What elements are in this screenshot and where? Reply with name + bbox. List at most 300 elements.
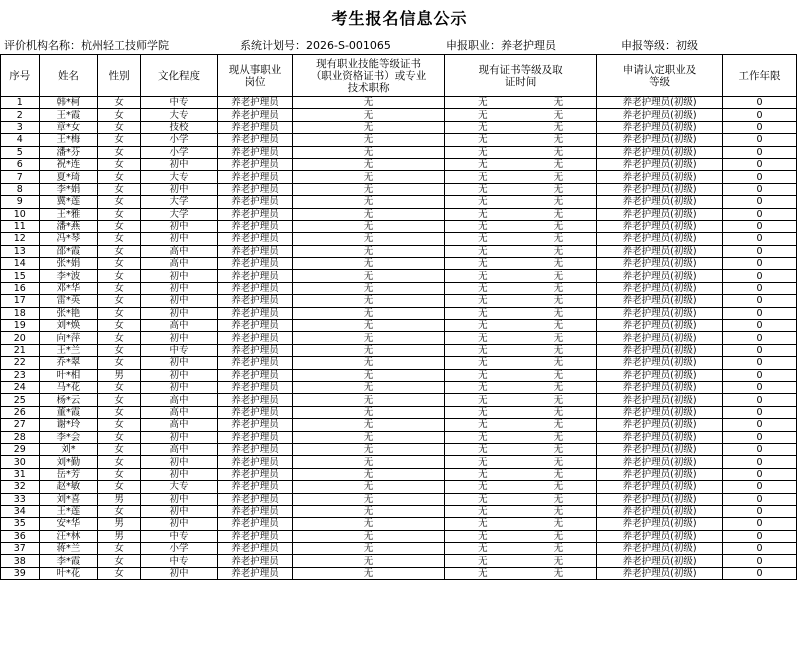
cert-level-time-pair [445,419,596,430]
cell-seq: 38 [1,555,40,567]
cell-cert-level-time [445,158,597,170]
cell-education: 小学 [140,134,217,146]
cell-education: 初中 [140,493,217,505]
cell-years: 0 [722,493,796,505]
cell-gender: 女 [98,406,141,418]
cell-education: 高中 [140,406,217,418]
occupation: 申报职业：养老护理员 [446,39,556,52]
cell-cert-time: 无 [553,109,564,121]
cell-years: 0 [722,320,796,332]
cell-job: 养老护理员 [217,394,292,406]
cell-years: 0 [722,134,796,146]
cell-seq: 28 [1,431,40,443]
cell-education: 高中 [140,320,217,332]
cell-cert-time: 无 [553,258,564,270]
header-certificate-level: 现有证书等级及取证时间 [445,55,597,97]
cell-name: 向*萍 [39,332,98,344]
cert-level-time-pair [445,308,596,319]
cell-cert-level: 无 [478,518,488,530]
cell-cert-level-time [445,555,597,567]
cell-job: 养老护理员 [217,468,292,480]
table-row [1,245,797,257]
cell-gender: 女 [98,419,141,431]
cell-cert-level: 无 [478,394,488,406]
cell-apply: 养老护理员(初级) [597,567,723,579]
cell-apply: 养老护理员(初级) [597,381,723,393]
cell-certificate: 无 [293,196,445,208]
cell-education: 初中 [140,295,217,307]
cell-cert-level-time [445,518,597,530]
cell-apply: 养老护理员(初级) [597,555,723,567]
cell-cert-level: 无 [478,481,488,493]
cell-job: 养老护理员 [217,493,292,505]
cell-seq: 11 [1,220,40,232]
cell-cert-level: 无 [478,270,488,282]
cell-name: 王*兰 [39,344,98,356]
cell-education: 初中 [140,456,217,468]
cell-years: 0 [722,505,796,517]
cell-cert-level-time [445,530,597,542]
cell-job: 养老护理员 [217,369,292,381]
cell-apply: 养老护理员(初级) [597,183,723,195]
cell-seq: 17 [1,295,40,307]
cell-cert-time: 无 [553,159,564,171]
cell-education: 初中 [140,332,217,344]
cell-apply: 养老护理员(初级) [597,344,723,356]
cell-gender: 女 [98,258,141,270]
cell-cert-level-time [445,394,597,406]
cell-cert-level: 无 [478,345,488,356]
cell-gender: 女 [98,208,141,220]
cell-name: 刘* [39,443,98,455]
plan-number: 系统计划号：2026-S-001065 [240,39,391,52]
cell-education: 大专 [140,171,217,183]
cert-level-time-pair [445,295,596,306]
cell-certificate: 无 [293,134,445,146]
cell-name: 潘*燕 [39,220,98,232]
cell-cert-time: 无 [553,431,564,443]
cell-job: 养老护理员 [217,320,292,332]
cell-years: 0 [722,332,796,344]
table-body [1,97,797,580]
cell-gender: 女 [98,505,141,517]
cell-apply: 养老护理员(初级) [597,530,723,542]
table-row [1,158,797,170]
cell-name: 夏*琦 [39,171,98,183]
cell-cert-time: 无 [553,394,564,406]
cell-gender: 女 [98,171,141,183]
cell-certificate: 无 [293,443,445,455]
cell-apply: 养老护理员(初级) [597,394,723,406]
cell-seq: 22 [1,357,40,369]
cell-apply: 养老护理员(初级) [597,97,723,109]
cell-seq: 35 [1,518,40,530]
table-row [1,196,797,208]
cert-level-time-pair [445,258,596,269]
cell-cert-level-time [445,270,597,282]
cell-gender: 男 [98,493,141,505]
cell-job: 养老护理员 [217,109,292,121]
cell-certificate: 无 [293,258,445,270]
cell-cert-level-time [445,381,597,393]
cell-cert-time: 无 [553,530,564,542]
cell-seq: 5 [1,146,40,158]
cell-certificate: 无 [293,555,445,567]
cell-apply: 养老护理员(初级) [597,443,723,455]
cell-cert-level: 无 [478,419,488,431]
cell-seq: 21 [1,344,40,356]
cell-gender: 女 [98,468,141,480]
cell-seq: 33 [1,493,40,505]
cell-seq: 12 [1,233,40,245]
cell-gender: 男 [98,530,141,542]
cell-cert-level: 无 [478,506,488,518]
cell-job: 养老护理员 [217,530,292,542]
cell-gender: 女 [98,332,141,344]
cell-cert-level-time [445,567,597,579]
cell-apply: 养老护理员(初级) [597,406,723,418]
cert-level-time-pair [445,556,596,567]
cell-cert-level-time [445,220,597,232]
cell-gender: 女 [98,109,141,121]
cell-cert-level-time [445,406,597,418]
cell-seq: 2 [1,109,40,121]
cell-education: 大专 [140,481,217,493]
cell-gender: 女 [98,320,141,332]
cell-name: 岳*芳 [39,468,98,480]
table-row [1,270,797,282]
cell-cert-level: 无 [478,468,488,480]
cell-certificate: 无 [293,183,445,195]
cell-gender: 女 [98,357,141,369]
cell-gender: 女 [98,158,141,170]
cell-name: 祝*连 [39,158,98,170]
cert-level-time-pair [445,97,596,108]
cell-cert-level: 无 [478,233,488,245]
cell-seq: 31 [1,468,40,480]
table-row [1,109,797,121]
cell-years: 0 [722,456,796,468]
cell-cert-level-time [445,456,597,468]
cell-gender: 女 [98,394,141,406]
table-row [1,220,797,232]
cell-cert-level: 无 [478,444,488,456]
cell-cert-level-time [445,258,597,270]
cell-apply: 养老护理员(初级) [597,282,723,294]
cell-seq: 26 [1,406,40,418]
cell-cert-time: 无 [553,369,564,381]
cell-certificate: 无 [293,394,445,406]
table-row [1,344,797,356]
cell-certificate: 无 [293,505,445,517]
cert-level-time-pair [445,159,596,170]
cell-gender: 女 [98,196,141,208]
table-row [1,307,797,319]
cell-name: 韩*柯 [39,97,98,109]
cell-apply: 养老护理员(初级) [597,332,723,344]
cell-cert-level: 无 [478,431,488,443]
cell-years: 0 [722,245,796,257]
cell-cert-time: 无 [553,134,564,146]
cell-name: 张*艳 [39,307,98,319]
cert-level-time-pair [445,444,596,455]
cell-years: 0 [722,530,796,542]
cell-cert-time: 无 [553,555,564,567]
cell-years: 0 [722,307,796,319]
cell-seq: 18 [1,307,40,319]
cell-years: 0 [722,394,796,406]
table-row [1,481,797,493]
table-row [1,282,797,294]
cert-level-time-pair [445,382,596,393]
cell-apply: 养老护理员(初级) [597,419,723,431]
cell-seq: 7 [1,171,40,183]
cell-seq: 23 [1,369,40,381]
cert-level-time-pair [445,457,596,468]
cell-cert-level-time [445,543,597,555]
cell-cert-level: 无 [478,493,488,505]
cell-years: 0 [722,158,796,170]
cell-name: 叶*花 [39,567,98,579]
cell-job: 养老护理员 [217,158,292,170]
cell-seq: 25 [1,394,40,406]
cell-cert-time: 无 [553,543,564,555]
cell-cert-time: 无 [553,97,564,109]
cell-apply: 养老护理员(初级) [597,295,723,307]
cert-level-time-pair [445,568,596,579]
cert-level-time-pair [445,531,596,542]
cell-cert-level-time [445,443,597,455]
cell-gender: 女 [98,97,141,109]
cell-job: 养老护理员 [217,307,292,319]
page-title: 考生报名信息公示 [331,9,468,28]
header-gender: 性别 [98,55,141,97]
cell-job: 养老护理员 [217,505,292,517]
candidate-table [0,54,797,580]
cert-level-time-pair [445,184,596,195]
cell-job: 养老护理员 [217,518,292,530]
cell-name: 刘*焕 [39,320,98,332]
cell-seq: 3 [1,121,40,133]
cell-cert-level: 无 [478,97,488,109]
cell-certificate: 无 [293,381,445,393]
cell-years: 0 [722,555,796,567]
cert-level-time-pair [445,221,596,232]
table-row [1,419,797,431]
table-row [1,208,797,220]
cell-gender: 女 [98,121,141,133]
cell-years: 0 [722,171,796,183]
cell-cert-level: 无 [478,332,488,344]
cell-education: 中专 [140,530,217,542]
cell-cert-time: 无 [553,146,564,158]
table-row [1,381,797,393]
cell-cert-level-time [445,493,597,505]
header-years: 工作年限 [722,55,796,97]
cell-cert-time: 无 [553,345,564,356]
cert-level-time-pair [445,407,596,418]
cell-apply: 养老护理员(初级) [597,134,723,146]
cell-job: 养老护理员 [217,97,292,109]
cell-name: 王*霞 [39,109,98,121]
cell-apply: 养老护理员(初级) [597,245,723,257]
cell-job: 养老护理员 [217,183,292,195]
cell-apply: 养老护理员(初级) [597,220,723,232]
cell-seq: 10 [1,208,40,220]
cell-seq: 4 [1,134,40,146]
cell-job: 养老护理员 [217,344,292,356]
table-row [1,320,797,332]
cell-certificate: 无 [293,307,445,319]
cell-cert-time: 无 [553,270,564,282]
cell-job: 养老护理员 [217,567,292,579]
cell-cert-time: 无 [553,518,564,530]
cell-cert-time: 无 [553,183,564,195]
cell-name: 安*华 [39,518,98,530]
table-row [1,555,797,567]
cell-seq: 13 [1,245,40,257]
cell-seq: 24 [1,381,40,393]
cell-cert-time: 无 [553,245,564,257]
cell-job: 养老护理员 [217,419,292,431]
cell-cert-level: 无 [478,357,488,369]
cell-cert-level-time [445,332,597,344]
cell-cert-time: 无 [553,121,564,133]
cell-cert-level: 无 [478,245,488,257]
table-row [1,183,797,195]
cell-years: 0 [722,196,796,208]
cert-level-time-pair [445,283,596,294]
cell-seq: 36 [1,530,40,542]
cell-certificate: 无 [293,208,445,220]
info-line [0,37,799,53]
cell-education: 初中 [140,270,217,282]
cell-gender: 女 [98,381,141,393]
cell-job: 养老护理员 [217,431,292,443]
cell-name: 杨*云 [39,394,98,406]
cell-cert-time: 无 [553,419,564,431]
cell-cert-level: 无 [478,146,488,158]
cell-name: 蒋*兰 [39,543,98,555]
cell-name: 雷*英 [39,295,98,307]
cell-apply: 养老护理员(初级) [597,493,723,505]
cell-job: 养老护理员 [217,481,292,493]
cell-gender: 女 [98,146,141,158]
cell-apply: 养老护理员(初级) [597,258,723,270]
cell-gender: 女 [98,431,141,443]
cell-years: 0 [722,419,796,431]
cert-level-time-pair [445,233,596,244]
cell-certificate: 无 [293,270,445,282]
cell-cert-level: 无 [478,109,488,121]
cell-cert-time: 无 [553,171,564,183]
cell-years: 0 [722,406,796,418]
cell-name: 冀*莲 [39,196,98,208]
cell-apply: 养老护理员(初级) [597,456,723,468]
cell-cert-time: 无 [553,481,564,493]
cell-cert-level-time [445,369,597,381]
cell-gender: 男 [98,518,141,530]
cell-cert-time: 无 [553,406,564,418]
header-seq: 序号 [1,55,40,97]
table-row [1,295,797,307]
cell-gender: 女 [98,344,141,356]
cell-cert-level: 无 [478,382,488,394]
cell-job: 养老护理员 [217,443,292,455]
cert-level-time-pair [445,122,596,133]
cell-apply: 养老护理员(初级) [597,121,723,133]
cell-gender: 女 [98,245,141,257]
cell-education: 初中 [140,158,217,170]
cell-gender: 女 [98,295,141,307]
cell-gender: 女 [98,220,141,232]
table-row [1,505,797,517]
cell-apply: 养老护理员(初级) [597,431,723,443]
cell-education: 初中 [140,505,217,517]
cell-cert-time: 无 [553,221,564,233]
cell-certificate: 无 [293,109,445,121]
cert-level-time-pair [445,469,596,480]
cell-cert-time: 无 [553,320,564,332]
cert-level-time-pair [445,506,596,517]
cell-name: 王*雅 [39,208,98,220]
cell-seq: 34 [1,505,40,517]
cell-apply: 养老护理员(初级) [597,307,723,319]
cell-cert-level: 无 [478,134,488,146]
cell-cert-level: 无 [478,406,488,418]
cell-gender: 女 [98,543,141,555]
cell-years: 0 [722,270,796,282]
cell-cert-level-time [445,307,597,319]
cell-cert-level: 无 [478,307,488,319]
table-row [1,97,797,109]
cell-certificate: 无 [293,530,445,542]
cell-certificate: 无 [293,369,445,381]
cell-job: 养老护理员 [217,406,292,418]
cell-name: 叶*相 [39,369,98,381]
cell-name: 马*花 [39,381,98,393]
cell-apply: 养老护理员(初级) [597,171,723,183]
cell-years: 0 [722,282,796,294]
cell-cert-time: 无 [553,568,564,580]
header-education: 文化程度 [140,55,217,97]
cell-years: 0 [722,357,796,369]
table-row [1,518,797,530]
cell-name: 李*娟 [39,183,98,195]
cell-education: 初中 [140,381,217,393]
cell-education: 中专 [140,97,217,109]
cell-seq: 29 [1,443,40,455]
cell-years: 0 [722,381,796,393]
cell-name: 谢*玲 [39,419,98,431]
cell-education: 中专 [140,555,217,567]
cell-name: 李*霞 [39,555,98,567]
cell-years: 0 [722,146,796,158]
cell-cert-level-time [445,196,597,208]
cell-apply: 养老护理员(初级) [597,208,723,220]
cell-years: 0 [722,208,796,220]
cell-cert-time: 无 [553,506,564,518]
cell-education: 初中 [140,357,217,369]
cert-level-time-pair [445,518,596,529]
table-row [1,394,797,406]
header-job: 现从事职业岗位 [217,55,292,97]
cell-cert-time: 无 [553,493,564,505]
cell-education: 初中 [140,233,217,245]
cell-years: 0 [722,233,796,245]
cell-apply: 养老护理员(初级) [597,109,723,121]
cell-years: 0 [722,543,796,555]
